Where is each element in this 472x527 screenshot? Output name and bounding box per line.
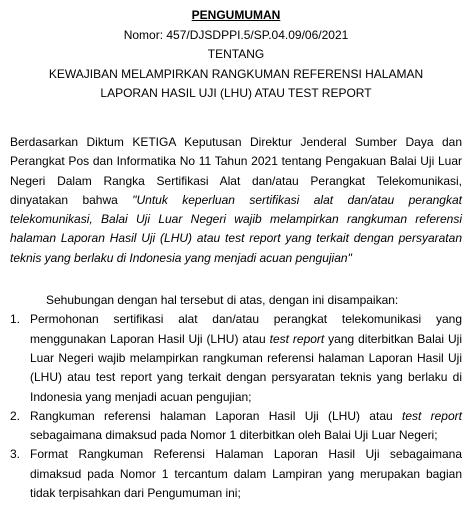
list-item <box>10 407 462 446</box>
document-title: PENGUMUMAN <box>191 8 281 22</box>
list-item-text: Permohonan sertifikasi alat dan/atau perangkat telekomunikasi yang menggunakan Laporan Hasil Uji (LHU) atau <box>30 312 462 346</box>
list-item-text: Rangkuman referensi halaman Laporan Hasil Uji (LHU) atau <box>30 408 402 423</box>
document-header <box>10 6 462 104</box>
list-item-text: yang diterbitkan Balai Uji Luar Negeri wajib melampirkan rangkuman referensi halaman Laporan Hasil Uji (LHU) atau test report yang terkait dengan persyaratan teknis yang berlaku di Indonesia yang menjadi acuan pengujian; <box>30 331 462 404</box>
list-item-italic: test report <box>269 331 325 346</box>
list-item <box>10 310 462 406</box>
preamble-paragraph <box>10 133 462 268</box>
list-item-text: Format Rangkuman Referensi Halaman Laporan Hasil Uji sebagaimana dimaksud pada Nomor 1 tercantum dalam Lampiran yang merupakan bagian tidak terpisahkan dari Pengumuman ini; <box>30 447 462 501</box>
announcement-list <box>10 310 462 503</box>
list-item-text: sebagaimana dimaksud pada Nomor 1 diterbitkan oleh Balai Uji Luar Negeri; <box>30 428 438 443</box>
document-number: Nomor: 457/DJSDPPI.5/SP.04.09/06/2021 <box>123 27 349 42</box>
tentang-label: TENTANG <box>207 47 265 62</box>
subject-line-2: LAPORAN HASIL UJI (LHU) ATAU TEST REPORT <box>100 86 372 101</box>
list-item <box>10 445 462 503</box>
subject-line-1: KEWAJIBAN MELAMPIRKAN RANGKUMAN REFERENSI HALAMAN <box>48 66 424 81</box>
list-item-number: 2. <box>10 408 21 423</box>
preamble-text: Berdasarkan Diktum KETIGA Keputusan Direktur Jenderal Sumber Daya dan Perangkat Pos dan Informatika No 11 Tahun 2021 tentang Pengakuan Balai Uji Luar Negeri Dalam Rangka Sertifikasi Alat dan/atau Perangkat Telekomunikasi, dinyatakan bahwa <box>10 134 462 207</box>
list-item-italic: test report <box>401 408 462 423</box>
list-item-number: 3. <box>10 447 21 462</box>
list-item-number: 1. <box>10 312 21 327</box>
intro-sentence: Sehubungan dengan hal tersebut di atas, dengan ini disampaikan: <box>46 293 399 308</box>
preamble-quote: "Untuk keperluan sertifikasi alat dan/atau perangkat telekomunikasi, Balai Uji Luar Negeri wajib melampirkan rangkuman referensi halaman Laporan Hasil Uji (LHU) atau test report yang terkait dengan persyaratan teknis yang berlaku di Indonesia yang menjadi acuan pengujian" <box>10 192 462 265</box>
